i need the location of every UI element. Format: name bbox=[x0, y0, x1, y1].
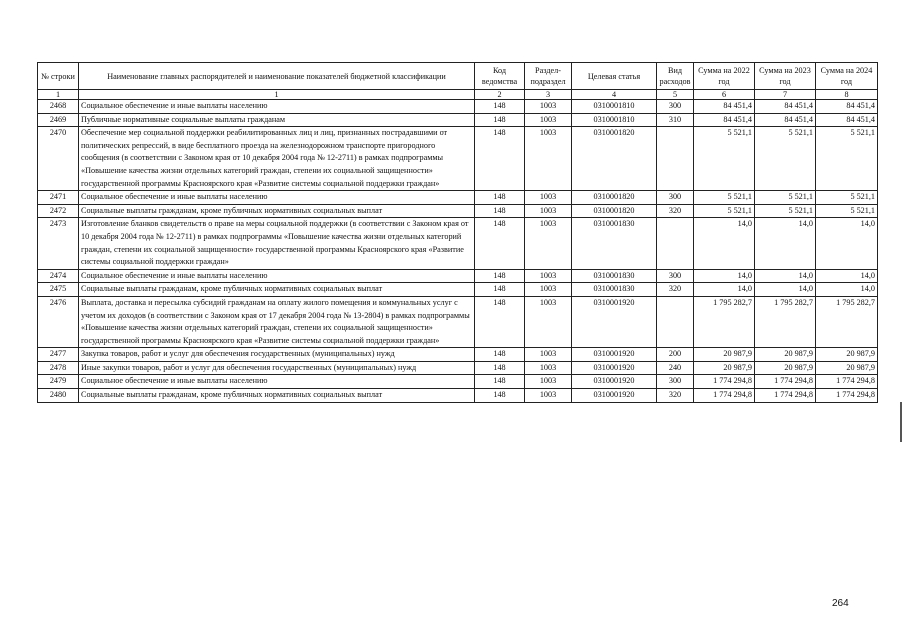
header-sum-2022: Сумма на 2022 год bbox=[694, 63, 755, 90]
sum-2024: 14,0 bbox=[816, 269, 878, 283]
sum-2022: 1 795 282,7 bbox=[694, 296, 755, 347]
table-row bbox=[38, 127, 878, 191]
row-number: 2475 bbox=[38, 283, 79, 297]
expense-type: 310 bbox=[657, 113, 694, 127]
row-name: Социальное обеспечение и иные выплаты населению bbox=[79, 191, 475, 205]
sum-2022: 14,0 bbox=[694, 218, 755, 269]
sum-2023: 20 987,9 bbox=[755, 361, 816, 375]
header-target-article: Целевая статья bbox=[572, 63, 657, 90]
column-index: 5 bbox=[657, 90, 694, 100]
row-number: 2469 bbox=[38, 113, 79, 127]
section-code: 1003 bbox=[525, 113, 572, 127]
sum-2023: 5 521,1 bbox=[755, 204, 816, 218]
table-row bbox=[38, 283, 878, 297]
section-code: 1003 bbox=[525, 191, 572, 205]
target-article: 0310001920 bbox=[572, 348, 657, 362]
row-number: 2470 bbox=[38, 127, 79, 191]
table-row bbox=[38, 191, 878, 205]
section-code: 1003 bbox=[525, 127, 572, 191]
column-index: 3 bbox=[525, 90, 572, 100]
row-name: Социальные выплаты гражданам, кроме публичных нормативных социальных выплат bbox=[79, 389, 475, 403]
sum-2024: 1 774 294,8 bbox=[816, 389, 878, 403]
dept-code: 148 bbox=[475, 296, 525, 347]
sum-2024: 1 795 282,7 bbox=[816, 296, 878, 347]
target-article: 0310001810 bbox=[572, 100, 657, 114]
expense-type bbox=[657, 296, 694, 347]
sum-2023: 5 521,1 bbox=[755, 127, 816, 191]
target-article: 0310001920 bbox=[572, 296, 657, 347]
sum-2022: 14,0 bbox=[694, 283, 755, 297]
column-index: 2 bbox=[475, 90, 525, 100]
sum-2022: 84 451,4 bbox=[694, 113, 755, 127]
table-row bbox=[38, 269, 878, 283]
sum-2024: 1 774 294,8 bbox=[816, 375, 878, 389]
column-index: 1 bbox=[79, 90, 475, 100]
dept-code: 148 bbox=[475, 269, 525, 283]
dept-code: 148 bbox=[475, 113, 525, 127]
dept-code: 148 bbox=[475, 191, 525, 205]
column-index-row bbox=[38, 90, 878, 100]
target-article: 0310001920 bbox=[572, 389, 657, 403]
dept-code: 148 bbox=[475, 127, 525, 191]
dept-code: 148 bbox=[475, 348, 525, 362]
sum-2023: 14,0 bbox=[755, 283, 816, 297]
row-number: 2473 bbox=[38, 218, 79, 269]
sum-2022: 5 521,1 bbox=[694, 191, 755, 205]
row-number: 2480 bbox=[38, 389, 79, 403]
row-name: Социальное обеспечение и иные выплаты населению bbox=[79, 100, 475, 114]
row-name: Выплата, доставка и пересылка субсидий гражданам на оплату жилого помещения и коммунальных услуг с учетом их доходов (в соответствии с Законом края от 17 декабря 2004 года № 13-2804) в рамках подпрограммы «Повышение качества жизни отдельных категорий граждан, степени их социальной защищенности» государственной программы Красноярского края «Развитие системы социальной поддержки граждан» bbox=[79, 296, 475, 347]
sum-2023: 84 451,4 bbox=[755, 100, 816, 114]
sum-2023: 1 774 294,8 bbox=[755, 375, 816, 389]
row-number: 2476 bbox=[38, 296, 79, 347]
row-name: Социальное обеспечение и иные выплаты населению bbox=[79, 269, 475, 283]
dept-code: 148 bbox=[475, 100, 525, 114]
row-number: 2479 bbox=[38, 375, 79, 389]
sum-2023: 1 795 282,7 bbox=[755, 296, 816, 347]
expense-type: 300 bbox=[657, 269, 694, 283]
expense-type bbox=[657, 127, 694, 191]
header-name: Наименование главных распорядителей и наименование показателей бюджетной классификации bbox=[79, 63, 475, 90]
header-sum-2023: Сумма на 2023 год bbox=[755, 63, 816, 90]
target-article: 0310001920 bbox=[572, 375, 657, 389]
section-code: 1003 bbox=[525, 361, 572, 375]
table-row bbox=[38, 348, 878, 362]
header-sum-2024: Сумма на 2024 год bbox=[816, 63, 878, 90]
column-index: 8 bbox=[816, 90, 878, 100]
column-index: 4 bbox=[572, 90, 657, 100]
row-number: 2474 bbox=[38, 269, 79, 283]
row-number: 2478 bbox=[38, 361, 79, 375]
header-expense-type: Вид расходов bbox=[657, 63, 694, 90]
sum-2022: 5 521,1 bbox=[694, 204, 755, 218]
dept-code: 148 bbox=[475, 375, 525, 389]
sum-2024: 84 451,4 bbox=[816, 113, 878, 127]
sum-2023: 14,0 bbox=[755, 269, 816, 283]
dept-code: 148 bbox=[475, 283, 525, 297]
column-index: 1 bbox=[38, 90, 79, 100]
target-article: 0310001820 bbox=[572, 191, 657, 205]
sum-2022: 20 987,9 bbox=[694, 348, 755, 362]
sum-2022: 14,0 bbox=[694, 269, 755, 283]
target-article: 0310001820 bbox=[572, 127, 657, 191]
sum-2024: 20 987,9 bbox=[816, 361, 878, 375]
sum-2023: 14,0 bbox=[755, 218, 816, 269]
sum-2023: 84 451,4 bbox=[755, 113, 816, 127]
table-row bbox=[38, 218, 878, 269]
expense-type: 300 bbox=[657, 375, 694, 389]
sum-2024: 14,0 bbox=[816, 218, 878, 269]
sum-2024: 84 451,4 bbox=[816, 100, 878, 114]
sum-2022: 84 451,4 bbox=[694, 100, 755, 114]
target-article: 0310001920 bbox=[572, 361, 657, 375]
row-name: Иные закупки товаров, работ и услуг для обеспечения государственных (муниципальных) нужд bbox=[79, 361, 475, 375]
expense-type bbox=[657, 218, 694, 269]
dept-code: 148 bbox=[475, 204, 525, 218]
expense-type: 320 bbox=[657, 204, 694, 218]
row-name: Публичные нормативные социальные выплаты гражданам bbox=[79, 113, 475, 127]
sum-2022: 5 521,1 bbox=[694, 127, 755, 191]
sum-2024: 5 521,1 bbox=[816, 204, 878, 218]
expense-type: 240 bbox=[657, 361, 694, 375]
row-name: Изготовление бланков свидетельств о праве на меры социальной поддержки (в соответствии с Законом края от 10 декабря 2004 года № 12-2711) в рамках подпрограммы «Повышение качества жизни отдельных категорий граждан, степени их социальной защищенности» государственной программы Красноярского края «Развитие системы социальной поддержки граждан» bbox=[79, 218, 475, 269]
table-row bbox=[38, 361, 878, 375]
scan-margin-mark bbox=[900, 402, 902, 442]
header-row-number: № строки bbox=[38, 63, 79, 90]
header-section: Раздел- подраздел bbox=[525, 63, 572, 90]
column-index: 6 bbox=[694, 90, 755, 100]
sum-2024: 5 521,1 bbox=[816, 127, 878, 191]
row-name: Закупка товаров, работ и услуг для обеспечения государственных (муниципальных) нужд bbox=[79, 348, 475, 362]
table-row bbox=[38, 100, 878, 114]
section-code: 1003 bbox=[525, 218, 572, 269]
sum-2024: 5 521,1 bbox=[816, 191, 878, 205]
sum-2024: 20 987,9 bbox=[816, 348, 878, 362]
section-code: 1003 bbox=[525, 269, 572, 283]
expense-type: 300 bbox=[657, 191, 694, 205]
page-number: 264 bbox=[832, 598, 849, 609]
table-row bbox=[38, 389, 878, 403]
sum-2023: 5 521,1 bbox=[755, 191, 816, 205]
budget-table bbox=[37, 62, 878, 403]
column-index: 7 bbox=[755, 90, 816, 100]
section-code: 1003 bbox=[525, 296, 572, 347]
row-number: 2468 bbox=[38, 100, 79, 114]
target-article: 0310001830 bbox=[572, 269, 657, 283]
table-row bbox=[38, 204, 878, 218]
target-article: 0310001820 bbox=[572, 204, 657, 218]
row-name: Социальные выплаты гражданам, кроме публичных нормативных социальных выплат bbox=[79, 283, 475, 297]
dept-code: 148 bbox=[475, 361, 525, 375]
sum-2022: 20 987,9 bbox=[694, 361, 755, 375]
section-code: 1003 bbox=[525, 204, 572, 218]
dept-code: 148 bbox=[475, 389, 525, 403]
row-name: Обеспечение мер социальной поддержки реабилитированных лиц и лиц, признанных пострадавшими от политических репрессий, в виде бесплатного проезда на железнодорожном транспорте пригородного сообщения (в соответствии с Законом края от 10 декабря 2004 года № 12-2711) в рамках подпрограммы «Повышение качества жизни отдельных категорий граждан, степени их социальной защищенности» государственной программы Красноярского края «Развитие системы социальной поддержки граждан» bbox=[79, 127, 475, 191]
row-name: Социальные выплаты гражданам, кроме публичных нормативных социальных выплат bbox=[79, 204, 475, 218]
table-row bbox=[38, 375, 878, 389]
sum-2024: 14,0 bbox=[816, 283, 878, 297]
target-article: 0310001810 bbox=[572, 113, 657, 127]
sum-2022: 1 774 294,8 bbox=[694, 389, 755, 403]
expense-type: 300 bbox=[657, 100, 694, 114]
dept-code: 148 bbox=[475, 218, 525, 269]
header-dept-code: Код ведомства bbox=[475, 63, 525, 90]
section-code: 1003 bbox=[525, 389, 572, 403]
sum-2023: 20 987,9 bbox=[755, 348, 816, 362]
table-row bbox=[38, 296, 878, 347]
expense-type: 200 bbox=[657, 348, 694, 362]
sum-2023: 1 774 294,8 bbox=[755, 389, 816, 403]
row-name: Социальное обеспечение и иные выплаты населению bbox=[79, 375, 475, 389]
row-number: 2471 bbox=[38, 191, 79, 205]
table-row bbox=[38, 113, 878, 127]
expense-type: 320 bbox=[657, 283, 694, 297]
target-article: 0310001830 bbox=[572, 218, 657, 269]
section-code: 1003 bbox=[525, 283, 572, 297]
section-code: 1003 bbox=[525, 375, 572, 389]
target-article: 0310001830 bbox=[572, 283, 657, 297]
section-code: 1003 bbox=[525, 100, 572, 114]
row-number: 2477 bbox=[38, 348, 79, 362]
table-header-row bbox=[38, 63, 878, 90]
row-number: 2472 bbox=[38, 204, 79, 218]
expense-type: 320 bbox=[657, 389, 694, 403]
section-code: 1003 bbox=[525, 348, 572, 362]
sum-2022: 1 774 294,8 bbox=[694, 375, 755, 389]
